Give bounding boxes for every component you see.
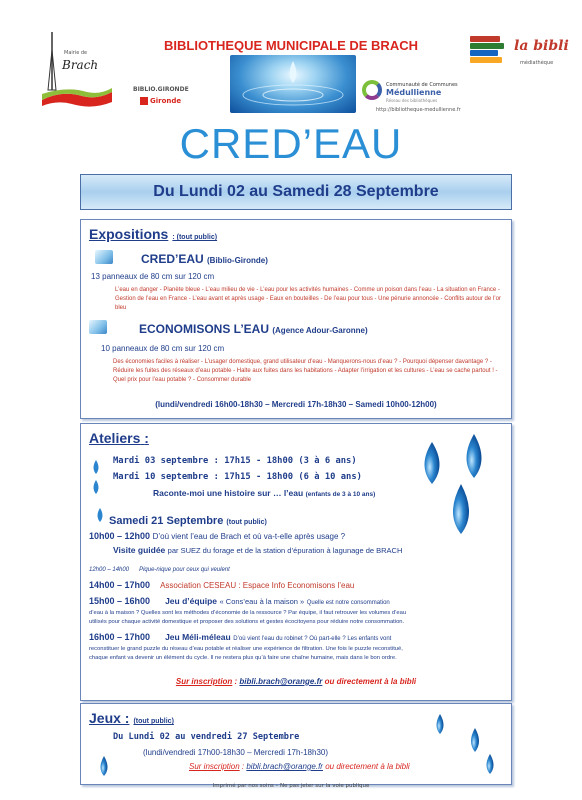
- gironde-text: Gironde: [150, 97, 182, 105]
- water-drop-icon: [433, 714, 447, 734]
- cdc-name: Médullienne: [386, 88, 442, 97]
- water-drop-icon: [95, 508, 105, 522]
- atelier-story-age: (enfants de 3 à 10 ans): [305, 491, 376, 498]
- water-drop-icon: [97, 756, 111, 776]
- cdc-ring-icon: [362, 80, 382, 100]
- water-drop-icon: [91, 460, 101, 474]
- samedi-line2-text: par SUEZ du forage et de la station d’épuration à lagunage de BRACH: [167, 546, 403, 555]
- expo2-source: (Agence Adour-Garonne): [272, 326, 368, 335]
- la-bibli-logo: [470, 30, 570, 75]
- samedi-line2: Visite guidée par SUEZ du forage et de la station d’épuration à lagunage de BRACH: [113, 545, 403, 555]
- samedi-title: Samedi 21 Septembre (tout public): [109, 515, 267, 527]
- program-line2: 15h00 – 16h00 Jeu d’équipe « Cons’eau à la maison » Quelle est notre consommation: [89, 596, 390, 606]
- program-line1: 14h00 – 17h00 Association CESEAU : Espace Info Economisons l’eau: [89, 580, 355, 590]
- expo1-panels: 13 panneaux de 80 cm sur 120 cm: [91, 272, 215, 281]
- ateliers-title: Ateliers :: [89, 430, 149, 446]
- water-drop-icon: [467, 728, 483, 752]
- water-drop-icon: [91, 480, 101, 494]
- org-title: BIBLIOTHEQUE MUNICIPALE DE BRACH: [164, 38, 418, 53]
- cdc-line1: Communauté de Communes: [386, 82, 458, 88]
- water-drop-photo: [230, 55, 356, 113]
- cdc-url: http://bibliotheque-medullienne.fr: [376, 107, 461, 113]
- jeux-dates: Du Lundi 02 au vendredi 27 Septembre: [113, 732, 300, 742]
- picnic-line: 12h00 – 14h00 Pique-nique pour ceux qui veulent: [89, 567, 230, 573]
- bibli-sub: médiathèque: [520, 60, 554, 66]
- date-banner: Du Lundi 02 au Samedi 28 Septembre: [80, 174, 512, 210]
- atelier-line1: Mardi 03 septembre : 17h15 - 18h00 (3 à 6 ans): [113, 456, 357, 466]
- expo1-title: CRED’EAU (Biblio-Gironde): [141, 252, 268, 266]
- biblio-gironde-logo: BIBLIO.GIRONDE: [133, 86, 189, 93]
- water-drop-icon: [459, 434, 489, 478]
- picnic-text: Pique-nique pour ceux qui veulent: [139, 567, 230, 573]
- jeux-subtitle: (tout public): [133, 718, 174, 725]
- expo1-description: L’eau en danger - Planète bleue - L’eau milieu de vie - L’eau pour les activités humaines - Comme un poison dans l’eau - La situation en France - Gestion de l’eau en France - L’eau avant et après usage - Eaux en bouteilles - De l’eau pour tous - Une pénurie annoncée - Conflits autour de l’or bleu: [115, 287, 501, 311]
- atelier-line2: Mardi 10 septembre : 17h15 - 18h00 (6 à 10 ans): [113, 472, 362, 482]
- expo2-title: ECONOMISONS L’EAU (Agence Adour-Garonne): [139, 322, 368, 336]
- expo2-panels: 10 panneaux de 80 cm sur 120 cm: [101, 344, 225, 353]
- expo-hours: (lundi/vendredi 16h00-18h30 – Mercredi 17h-18h30 – Samedi 10h00-12h00): [155, 400, 437, 409]
- water-drop-icon: [445, 484, 477, 534]
- atelier-story: Raconte-moi une histoire sur … l’eau (enfants de 3 à 10 ans): [153, 488, 376, 498]
- program-line3-desc3: chaque enfant va devenir un élément du cycle. Il ne restera plus qu’à faire une chaîne humaine, mais dans le bon ordre.: [89, 655, 397, 661]
- section-jeux: [80, 703, 512, 785]
- panel-thumbnail-icon: [89, 320, 107, 334]
- water-drop-icon: [417, 442, 447, 484]
- samedi-subtitle: (tout public): [226, 519, 267, 526]
- program-line3: 16h00 – 17h00 Jeu Méli-méleau D’où vient l’eau du robinet ? Où part-elle ? Les enfants vont: [89, 632, 392, 642]
- jeux-inscription: Sur inscription : bibli.brach@orange.fr ou directement à la bibli: [189, 762, 410, 771]
- cdc-line3: Réseau des bibliothèques: [386, 98, 438, 103]
- samedi-line1: 10h00 – 12h00 D’où vient l’eau de Brach et où va-t-elle après usage ?: [89, 531, 346, 541]
- section-ateliers: [80, 423, 512, 701]
- ateliers-email-link[interactable]: bibli.brach@orange.fr: [239, 677, 323, 686]
- main-title: CRED’EAU: [179, 120, 403, 167]
- program-line2-desc2: d’eau à la maison ? Quelles sont les méthodes d’économie de la ressource ? Par équipe, il faut retrouver les volumes d’eau: [89, 610, 407, 616]
- footer-note: Imprimé par nos soins – Ne pas jeter sur la voie publique: [212, 783, 370, 789]
- brach-logo-small-text: Mairie de: [64, 50, 88, 56]
- program-line1-text: Association CESEAU : Espace Info Economisons l’eau: [160, 581, 355, 590]
- jeux-title: Jeux : (tout public): [89, 710, 174, 726]
- jeux-hours: (lundi/vendredi 17h00-18h30 – Mercredi 17h-18h30): [143, 748, 329, 757]
- samedi-line1-text: D’où vient l’eau de Brach et où va-t-elle après usage ?: [152, 532, 346, 541]
- expo1-source: (Biblio-Gironde): [207, 256, 268, 265]
- water-splash-icon: [230, 55, 356, 113]
- cdc-medullienne-logo: [362, 80, 482, 120]
- brach-logo-city-text: Brach: [62, 58, 99, 72]
- program-line2-desc3: utilisés pour chaque activité domestique et proposer des solutions et gestes écocitoyens pour réduire notre consommation.: [89, 619, 405, 625]
- gironde-square-icon: [140, 97, 148, 105]
- jeux-email-link[interactable]: bibli.brach@orange.fr: [246, 762, 323, 771]
- books-icon: [470, 36, 504, 66]
- program-line3-desc2: reconstituer le grand puzzle du réseau d’eau potable et réaliser une expérience de filtration. Une fois le puzzle reconstitué,: [89, 646, 403, 652]
- water-drop-icon: [483, 754, 497, 774]
- ateliers-inscription: Sur inscription : bibli.brach@orange.fr ou directement à la bibli: [175, 677, 417, 686]
- section-expositions: [80, 219, 512, 419]
- gironde-logo: [140, 97, 181, 105]
- panel-thumbnail-icon: [95, 250, 113, 264]
- expo2-description: Des économies faciles à réaliser - L’usager domestique, grand utilisateur d’eau - Manquerons-nous d’eau ? - Pourquoi dépenser davantage ? - Réduire les fuites des réseaux d’eau potable - Halte aux fuites dans les habitations - Adapter l’irrigation et les cultures - L’eau se cache partout ! - Quel prix pour l’eau potable ? - Consommer durable: [113, 359, 498, 383]
- bibli-name: la bibli: [514, 38, 569, 54]
- expositions-title: Expositions : (tout public): [89, 226, 218, 242]
- expositions-subtitle: : (tout public): [172, 234, 218, 241]
